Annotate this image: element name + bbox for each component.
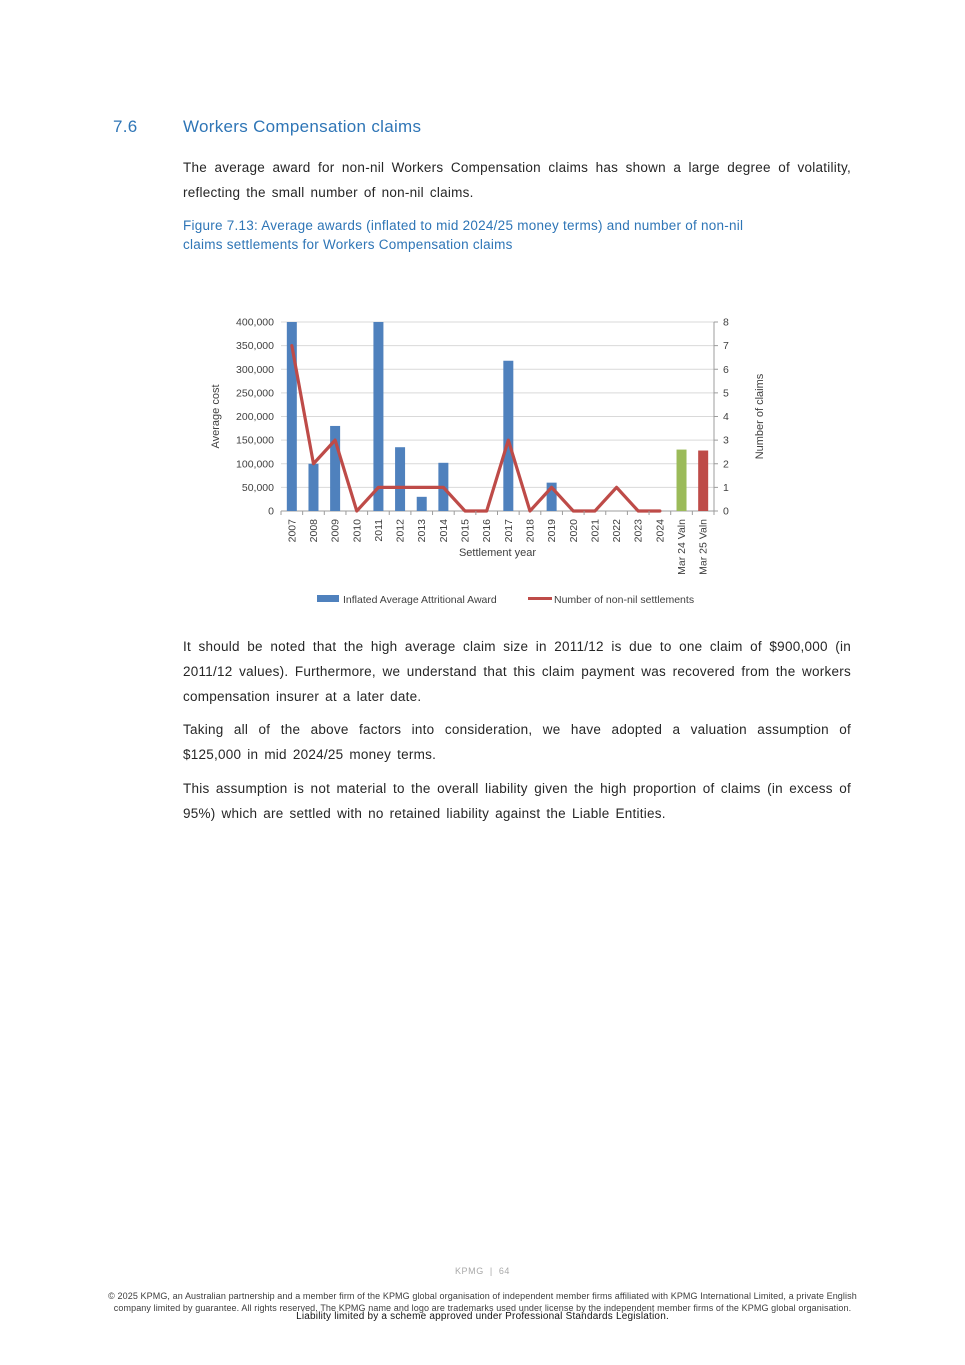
right-axis-tick-label: 7 bbox=[723, 340, 729, 353]
chart-bar bbox=[698, 451, 708, 511]
body-paragraph-3: This assumption is not material to the overall liability given the high proportion of claims (in excess of 95%) which are settled with no retained liability against the Liable Entities. bbox=[183, 781, 851, 821]
right-axis-tick-label: 0 bbox=[723, 505, 729, 518]
x-axis-tick-label: 2017 bbox=[502, 519, 515, 543]
x-axis-tick-label: Mar 24 Valn bbox=[676, 519, 689, 575]
figure-caption bbox=[183, 216, 883, 254]
x-axis-tick-label: 2023 bbox=[632, 519, 645, 543]
right-axis-tick-label: 8 bbox=[723, 316, 729, 329]
x-axis-tick-label: 2008 bbox=[307, 519, 320, 543]
left-axis-tick-label: 350,000 bbox=[236, 340, 274, 353]
left-axis-tick-label: 150,000 bbox=[236, 434, 274, 447]
left-axis-tick-label: 250,000 bbox=[236, 387, 274, 400]
figure-caption-line-1: Figure 7.13: Average awards (inflated to mid 2024/25 money terms) and number of non-nil bbox=[183, 218, 744, 233]
body-paragraph-2: Taking all of the above factors into consideration, we have adopted a valuation assumption of $125,000 in mid 2024/25 money terms. bbox=[183, 722, 851, 762]
right-axis-tick-label: 5 bbox=[723, 387, 729, 400]
intro-paragraph: The average award for non-nil Workers Compensation claims has shown a large degree of volatility, reflecting the small number of non-nil claims. bbox=[183, 160, 851, 200]
chart-bar bbox=[503, 361, 513, 511]
section-heading bbox=[113, 117, 421, 137]
x-axis-tick-label: 2011 bbox=[372, 519, 385, 542]
right-axis-tick-label: 1 bbox=[723, 481, 729, 494]
left-axis-tick-label: 100,000 bbox=[236, 458, 274, 471]
x-axis-tick-label: 2021 bbox=[589, 519, 602, 543]
chart-bar bbox=[373, 322, 383, 511]
x-axis-tick-label: 2014 bbox=[437, 519, 450, 543]
left-axis-title: Average cost bbox=[210, 384, 222, 449]
left-axis-tick-label: 50,000 bbox=[241, 481, 274, 494]
chart-line bbox=[292, 346, 660, 511]
figure-chart-svg bbox=[190, 295, 790, 630]
chart-bar bbox=[677, 450, 687, 511]
right-axis-tick-label: 2 bbox=[723, 458, 729, 471]
x-axis-tick-label: 2015 bbox=[459, 519, 472, 543]
figure-chart bbox=[190, 295, 790, 630]
footer-liability: Liability limited by a scheme approved under Professional Standards Legislation. bbox=[296, 1311, 669, 1322]
chart-bar bbox=[308, 464, 318, 511]
x-axis-tick-label: 2022 bbox=[611, 519, 624, 543]
figure-caption-line-2: claims settlements for Workers Compensation claims bbox=[183, 237, 513, 252]
right-axis-tick-label: 3 bbox=[723, 434, 729, 447]
left-axis-tick-label: 0 bbox=[268, 505, 274, 518]
x-axis-title: Settlement year bbox=[458, 547, 537, 559]
x-axis-tick-label: 2009 bbox=[329, 519, 342, 543]
chart-bar bbox=[395, 447, 405, 511]
left-axis-tick-label: 200,000 bbox=[236, 411, 274, 423]
x-axis-tick-label: 2010 bbox=[351, 519, 364, 543]
legend-label-bars: Inflated Average Attritional Award bbox=[343, 594, 497, 606]
x-axis-tick-label: 2020 bbox=[567, 519, 580, 543]
legend-label-line: Number of non-nil settlements bbox=[554, 594, 695, 606]
chart-bar bbox=[417, 497, 427, 511]
footer-divider: | bbox=[489, 1266, 493, 1276]
x-axis-tick-label: 2024 bbox=[654, 519, 667, 543]
left-axis-tick-label: 400,000 bbox=[236, 316, 274, 329]
body-paragraph-1: It should be noted that the high average claim size in 2011/12 is due to one claim of $900,000 (in 2011/12 values). Furthermore, we understand that this claim payment was recovered from the workers compensation insurer at a later date. bbox=[183, 639, 851, 704]
section-title: Workers Compensation claims bbox=[183, 117, 422, 136]
legend-bar-swatch bbox=[317, 595, 339, 602]
x-axis-tick-label: 2018 bbox=[524, 519, 537, 543]
x-axis-tick-label: 2019 bbox=[546, 519, 559, 543]
right-axis-tick-label: 6 bbox=[723, 363, 729, 376]
x-axis-tick-label: 2012 bbox=[394, 519, 407, 543]
x-axis-tick-label: Mar 25 Valn bbox=[697, 519, 710, 575]
section-number: 7.6 bbox=[113, 117, 138, 136]
x-axis-tick-label: 2016 bbox=[481, 519, 494, 543]
left-axis-tick-label: 300,000 bbox=[236, 363, 274, 376]
x-axis-tick-label: 2007 bbox=[286, 519, 299, 543]
right-axis-tick-label: 4 bbox=[723, 411, 729, 423]
right-axis-title: Number of claims bbox=[754, 373, 766, 460]
footer-page-number: 64 bbox=[498, 1266, 511, 1276]
footer-pagination bbox=[0, 1266, 965, 1276]
x-axis-tick-label: 2013 bbox=[416, 519, 429, 543]
footer-copyright: © 2025 KPMG, an Australian partnership and a member firm of the KPMG global organisation of independent member firms affiliated with KPMG International Limited, a private English company limited by guarantee. All rights reserved. The KPMG name and logo are trademarks used under license by the independent member firms of the KPMG global organisation. bbox=[108, 1291, 857, 1313]
footer-brand: KPMG bbox=[454, 1266, 484, 1276]
